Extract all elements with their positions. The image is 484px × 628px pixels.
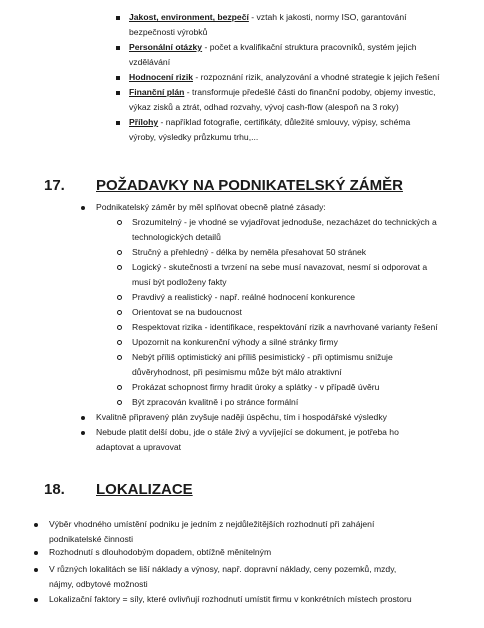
item-text-line2: vzdělávání — [129, 57, 171, 67]
item-text: Prokázat schopnost firmy hradit úroky a splátky - v případě úvěru — [132, 382, 380, 392]
item-text-line2: bezpečnosti výrobků — [129, 27, 208, 37]
circle-bullet-icon — [117, 250, 122, 255]
circle-bullet-icon — [117, 265, 122, 270]
item-text: Rozhodnutí s dlouhodobým dopadem, obtížně měnitelným — [49, 547, 272, 557]
circle-bullet-icon — [117, 355, 122, 360]
list-item — [0, 592, 484, 608]
item-text-line2: důvěryhodnost, při pesimismu může být málo atraktivní — [132, 367, 342, 377]
item-text-line2: musí být podloženy fakty — [132, 277, 227, 287]
sub-list-item — [0, 305, 484, 321]
square-bullet-icon — [116, 46, 120, 50]
sub-list-item — [0, 215, 484, 247]
sub-list-item — [0, 335, 484, 351]
square-bullet-icon — [116, 91, 120, 95]
item-text: Logický - skutečnosti a tvrzení na sebe musí navazovat, nesmí si odporovat a — [132, 262, 428, 272]
item-text: Být zpracován kvalitně i po stránce formální — [132, 397, 299, 407]
item-text: Nebude platit delší dobu, jde o stále živý a vyvíjející se dokument, je potřeba ho — [96, 427, 399, 437]
item-text: Upozornit na konkurenční výhody a silné stránky firmy — [132, 337, 338, 347]
item-text-line2: výroby, výsledky průzkumu trhu,... — [129, 132, 259, 142]
sub-list-item — [0, 320, 484, 336]
bullet-icon — [34, 551, 38, 555]
bullet-icon — [34, 568, 38, 572]
item-text: - transformuje předešlé části do finanční podoby, objemy investic, — [184, 87, 436, 97]
item-term: Hodnocení rizik — [129, 72, 193, 82]
item-text: Kvalitně připravený plán zvyšuje naději úspěchu, tím i hospodářské výsledky — [96, 412, 387, 422]
item-text-line2: nájmy, odbytové možnosti — [49, 579, 148, 589]
item-text: - vztah k jakosti, normy ISO, garantování — [248, 12, 407, 22]
item-text-line2: výkaz zisků a ztrát, odhad rozvahy, vývoj cash-flow (alespoň na 3 roky) — [129, 102, 399, 112]
bullet-icon — [81, 416, 85, 420]
item-text: - počet a kvalifikační struktura pracovníků, systém jejich — [202, 42, 417, 52]
list-item — [0, 115, 484, 147]
square-bullet-icon — [116, 76, 120, 80]
bullet-icon — [34, 523, 38, 527]
item-text: Stručný a přehledný - délka by neměla přesahovat 50 stránek — [132, 247, 367, 257]
list-item — [0, 545, 484, 561]
sub-list-item — [0, 350, 484, 382]
section-number: 17. — [44, 177, 65, 194]
item-text: - rozpoznání rizik, analyzování a vhodné strategie k jejich řešení — [192, 72, 440, 82]
circle-bullet-icon — [117, 400, 122, 405]
sub-list-item — [0, 395, 484, 411]
item-text: Orientovat se na budoucnost — [132, 307, 242, 317]
bullet-icon — [34, 598, 38, 602]
item-text-line2: technologických detailů — [132, 232, 221, 242]
list-item — [0, 70, 484, 86]
section-title: POŽADAVKY NA PODNIKATELSKÝ ZÁMĚR — [96, 177, 403, 194]
list-item — [0, 562, 484, 594]
item-text: Nebýt příliš optimistický ani příliš pesimistický - při optimismu snižuje — [132, 352, 393, 362]
list-item — [0, 85, 484, 117]
bullet-icon — [81, 206, 85, 210]
item-text: Výběr vhodného umístění podniku je jedním z nejdůležitějších rozhodnutí při zahájení — [49, 519, 375, 529]
circle-bullet-icon — [117, 340, 122, 345]
circle-bullet-icon — [117, 295, 122, 300]
item-term: Personální otázky — [129, 42, 203, 52]
item-term: Jakost, environment, bezpečí — [129, 12, 249, 22]
item-text: Lokalizační faktory = síly, které ovlivňují rozhodnutí umístit firmu v konkrétních místech prostoru — [49, 594, 412, 604]
item-text-line2: adaptovat a upravovat — [96, 442, 182, 452]
intro-text: Podnikatelský záměr by měl splňovat obecně platné zásady: — [96, 202, 326, 212]
circle-bullet-icon — [117, 385, 122, 390]
item-text: Srozumitelný - je vhodné se vyjadřovat jednoduše, nezacházet do technických a — [132, 217, 437, 227]
item-text: Pravdivý a realistický - např. reálné hodnocení konkurence — [132, 292, 356, 302]
section-title: LOKALIZACE — [96, 481, 193, 498]
list-item — [0, 425, 484, 457]
bullet-icon — [81, 431, 85, 435]
circle-bullet-icon — [117, 310, 122, 315]
item-text: Respektovat rizika - identifikace, respektování rizik a navrhované varianty řešení — [132, 322, 438, 332]
list-item — [0, 200, 484, 216]
item-text-line2: podnikatelské činnosti — [49, 534, 134, 544]
item-term: Finanční plán — [129, 87, 185, 97]
sub-list-item — [0, 290, 484, 306]
sub-list-item — [0, 260, 484, 292]
sub-list-item — [0, 380, 484, 396]
sub-list-item — [0, 245, 484, 261]
list-item — [0, 40, 484, 72]
square-bullet-icon — [116, 121, 120, 125]
square-bullet-icon — [116, 16, 120, 20]
item-text: V různých lokalitách se liší náklady a výnosy, např. dopravní náklady, ceny pozemků, mzdy, — [49, 564, 397, 574]
item-term: Přílohy — [129, 117, 159, 127]
circle-bullet-icon — [117, 325, 122, 330]
item-text: - například fotografie, certifikáty, důležité smlouvy, výpisy, schéma — [158, 117, 411, 127]
circle-bullet-icon — [117, 220, 122, 225]
list-item — [0, 10, 484, 42]
section-number: 18. — [44, 481, 65, 498]
list-item — [0, 410, 484, 426]
